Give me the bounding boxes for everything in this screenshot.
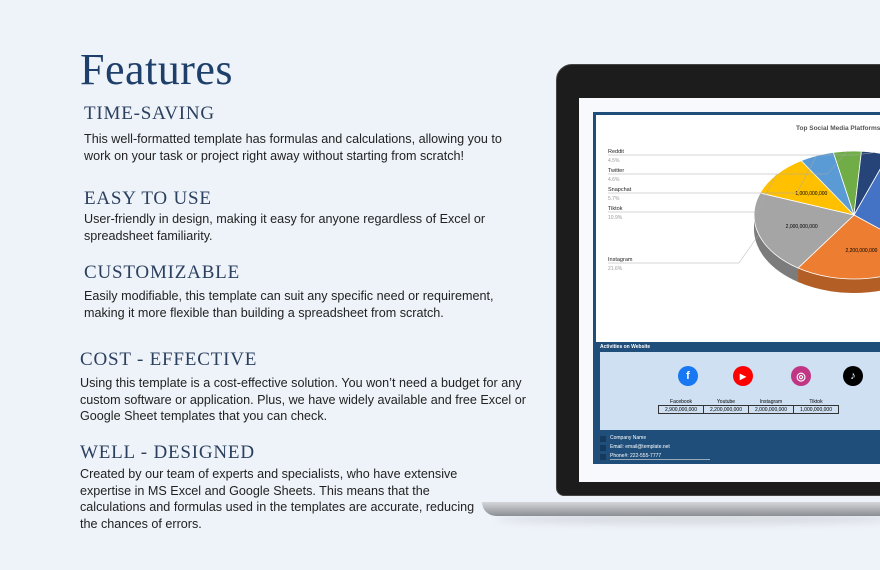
table-header-cell: Youtube — [704, 398, 749, 406]
feature-heading-well-designed: WELL - DESIGNED — [80, 442, 255, 463]
feature-text-time-saving: This well-formatted template has formulas and calculations, allowing you to work on your task or project right away without starting from scratch! — [84, 132, 502, 163]
spreadsheet-preview — [593, 112, 880, 464]
pie-category-label-reddit: Reddit — [608, 149, 624, 155]
laptop-base — [482, 502, 880, 516]
pie-percent-label-snapchat: 5.7% — [608, 196, 620, 202]
table-cell: 2,900,000,000 — [659, 406, 704, 414]
facebook-icon: f — [678, 366, 698, 386]
pie-chart — [596, 115, 880, 342]
page-title: Features — [80, 45, 234, 94]
feature-text-cost-effective: Using this template is a cost-effective solution. You won’t need a budget for any custom software or application. Plus, we have widely available and free Excel or Google Sheet templates that you can check. — [80, 376, 526, 424]
instagram-icon: ◎ — [791, 366, 811, 386]
feature-heading-time-saving: TIME-SAVING — [84, 103, 215, 124]
contact-bullet — [600, 454, 606, 460]
laptop-screen — [579, 98, 880, 482]
pie-percent-label-tiktok: 10.9% — [608, 215, 623, 221]
divider — [610, 459, 710, 460]
pie-category-label-instagram: Instagram — [608, 257, 633, 263]
pie-percent-label-instagram: 21.6% — [608, 266, 623, 272]
pie-category-label-twitter: Twitter — [608, 168, 625, 174]
tiktok-icon: ♪ — [843, 366, 863, 386]
pie-value-label-instagram: 2,000,000,000 — [785, 223, 818, 230]
table-cell: 1,000,000,000 — [794, 406, 839, 414]
contact-bullet — [600, 445, 606, 451]
contact-email: Email: email@template.net — [610, 444, 670, 450]
table-header-cell: Facebook — [659, 398, 704, 406]
table-cell: 2,200,000,000 — [704, 406, 749, 414]
feature-heading-cost-effective: COST - EFFECTIVE — [80, 349, 258, 370]
pie-category-label-snapchat: Snapchat — [608, 187, 632, 193]
table-cell: 2,000,000,000 — [749, 406, 794, 414]
pie-percent-label-reddit: 4.5% — [608, 158, 620, 164]
contact-phone: Phone#: 222-555-7777 — [610, 453, 662, 459]
pie-category-label-tiktok: Tiktok — [608, 206, 623, 212]
laptop-mockup — [556, 64, 880, 510]
pie-value-label-tiktok: 1,000,000,000 — [795, 190, 828, 197]
feature-heading-customizable: CUSTOMIZABLE — [84, 262, 240, 283]
feature-heading-easy-to-use: EASY TO USE — [84, 188, 212, 209]
feature-text-easy-to-use: User-friendly in design, making it easy for anyone regardless of Excel or spreadsheet familiarity. — [84, 212, 486, 243]
feature-text-well-designed: Created by our team of experts and specialists, who have extensive expertise in MS Excel and Google Sheets. This means that the calculations and formulas used in the templates are accurate, reducing the chances of errors. — [80, 467, 475, 531]
table-header-cell: Instagram — [749, 398, 794, 406]
contact-bullet — [600, 436, 606, 442]
company-name: Company Name — [610, 435, 647, 441]
activities-table — [658, 398, 839, 414]
pie-leader-line-tiktok — [608, 175, 776, 212]
chart-title: Top Social Media Platforms — [796, 125, 880, 132]
activities-section — [596, 342, 880, 464]
laptop-lid — [556, 64, 880, 496]
table-header-cell: Tiktok — [794, 398, 839, 406]
pie-value-label-youtube: 2,200,000,000 — [845, 247, 878, 254]
youtube-icon: ▶ — [733, 366, 753, 386]
feature-text-customizable: Easily modifiable, this template can suit any specific need or requirement, making it more flexible than building a spreadsheet from scratch. — [84, 289, 494, 320]
activities-title: Activities on Website — [600, 344, 651, 350]
activities-panel — [600, 352, 880, 430]
pie-percent-label-twitter: 4.6% — [608, 177, 620, 183]
